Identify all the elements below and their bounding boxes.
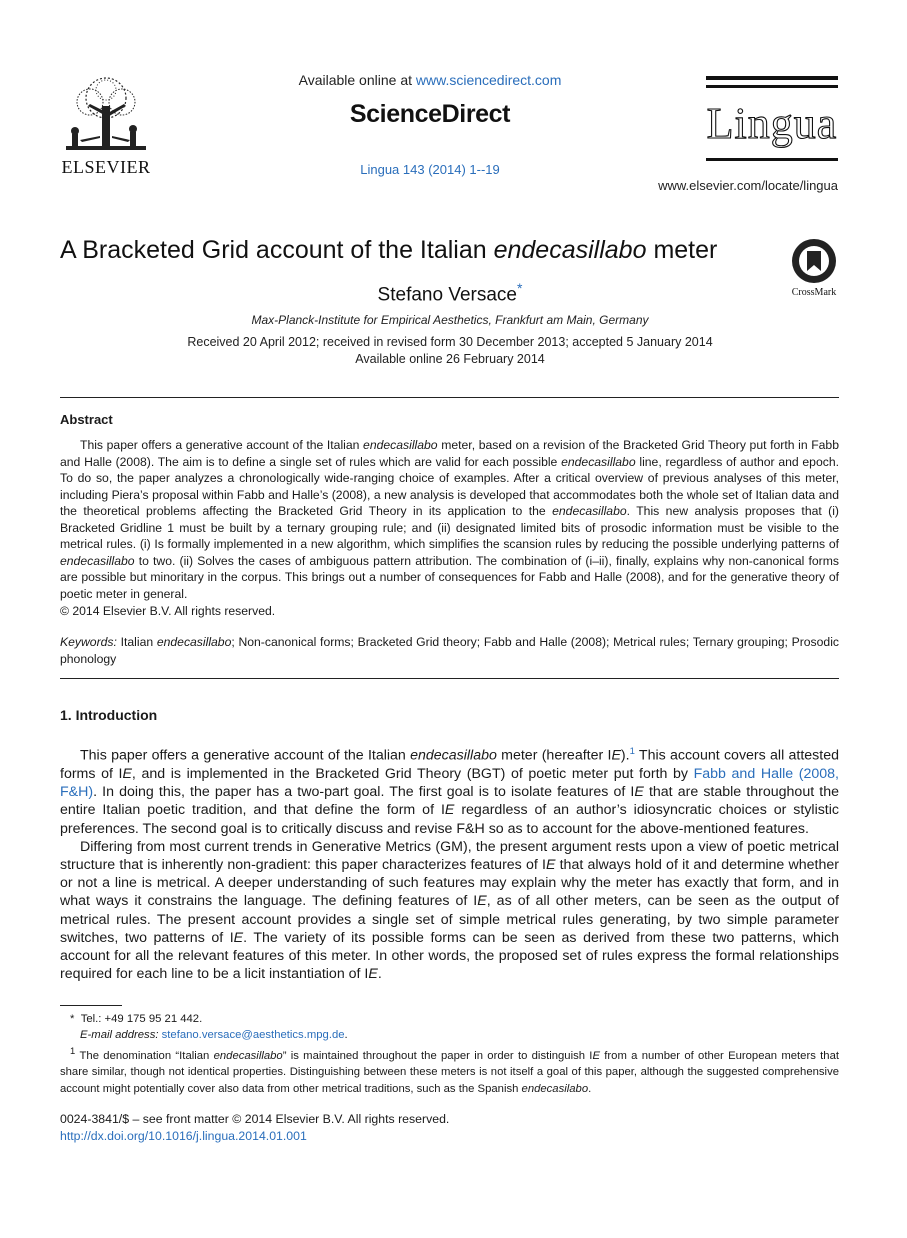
footnote-rule (60, 1005, 122, 1006)
author-affiliation: Max-Planck-Institute for Empirical Aesthetics, Frankfurt am Main, Germany (251, 313, 649, 327)
section-heading-introduction: 1. Introduction (60, 707, 158, 723)
divider-top (60, 397, 839, 398)
crossmark-icon (791, 238, 837, 284)
author-name: Stefano Versace* (377, 280, 523, 306)
author-email-link[interactable]: stefano.versace@aesthetics.mpg.de (161, 1029, 345, 1042)
front-matter (60, 1111, 449, 1144)
logo-rule-second (706, 85, 838, 88)
issn-line: 0024-3841/$ – see front matter © 2014 Elsevier B.V. All rights reserved. (60, 1112, 450, 1126)
abstract-heading: Abstract (60, 412, 113, 427)
divider-bottom (60, 678, 839, 679)
available-online-date: Available online 26 February 2014 (355, 352, 545, 366)
elsevier-tree-icon (60, 76, 152, 156)
journal-citation-link[interactable]: Lingua 143 (2014) 1--19 (360, 162, 500, 177)
paragraph: Differing from most current trends in Generative Metrics (GM), the present argument rests upon a view of poetic metrical structure that is inherently non-gradient: this paper characterizes features of IE that always hold of it and determine whether or not a line is metrical. A deeper understanding of such features may explain why the meter has exactly that form, and in what ways it constrains the language. The defining features of IE, as of all other meters, can be seen as the output of metrical rules. The present account provides a single set of simple metrical rules generating, by two simple parameter switches, two patterns of IE. The variety of its possible forms can be seen as derived from these two patterns, which account for all the relevant features of this meter. In other words, the proposed set of rules express the formal relationships required for each line to be a licit instantiation of IE. (60, 838, 839, 983)
available-online: Available online at www.sciencedirect.com (298, 72, 562, 88)
footnote-tel: * Tel.: +49 175 95 21 442. (70, 1013, 203, 1025)
journal-logo (706, 76, 838, 170)
journal-url[interactable]: www.elsevier.com/locate/lingua (658, 178, 838, 193)
crossmark-label: CrossMark (791, 287, 837, 298)
author-footnote-mark[interactable]: * (516, 280, 523, 296)
journal-name: Lingua (706, 99, 838, 148)
article-dates (60, 334, 840, 368)
sciencedirect-link[interactable]: www.sciencedirect.com (415, 72, 562, 88)
keywords: Keywords: Italian endecasillabo; Non-canonical forms; Bracketed Grid theory; Fabb and Halle (2008); Metrical rules; Ternary grouping; Prosodic phonology (60, 635, 840, 666)
footnote-email: E-mail address: stefano.versace@aesthetics.mpg.de. (80, 1029, 348, 1042)
abstract-copyright: © 2014 Elsevier B.V. All rights reserved. (60, 604, 276, 618)
article-title: A Bracketed Grid account of the Italian endecasillabo meter (60, 236, 718, 264)
paragraph: This paper offers a generative account of the Italian endecasillabo meter (hereafter IE).$^1$ This account covers all attested forms of IE, and is implemented in the Bracketed Grid Theory (BGT) of poetic meter put forth by Fabb and Halle (2008, F&H). In doing this, the paper has a two-part goal. The first goal is to isolate features of IE that are stable throughout the entire Italian poetic tradition, and that define the form of IE regardless of an author’s idiosyncratic choices or stylistic preferences. The second goal is to critically discuss and revise F&H so as to account for the above-mentioned features. (60, 746, 839, 837)
received-dates: Received 20 April 2012; received in revised form 30 December 2013; accepted 5 January 2014 (187, 335, 713, 349)
footnote-1: $^1$ The denomination “Italian endecasillabo” is maintained throughout the paper in order to distinguish IE from a number of other European meters that share similar, though not identical properties. Distinguishing between these meters is not itself a goal of this paper, although the suggested comprehensive account might potentially cover also data from other metrical traditions, such as the Spanish endecasilabo. (60, 1045, 839, 1095)
introduction-text (60, 743, 839, 983)
doi-link[interactable]: http://dx.doi.org/10.1016/j.lingua.2014.01.001 (60, 1128, 307, 1143)
publisher-name: ELSEVIER (61, 157, 151, 177)
elsevier-logo (60, 76, 152, 176)
footnotes (60, 1011, 839, 1097)
sciencedirect-brand: ScienceDirect (349, 100, 511, 128)
logo-rule-top (706, 76, 838, 80)
abstract-text: This paper offers a generative account of the Italian endecasillabo meter, based on a revision of the Bracketed Grid Theory put forth in Fabb and Halle (2008). The aim is to define a single set of rules which are valid for each possible endecasillabo line, regardless of author and epoch. To do so, the paper analyzes a chronologically wide-ranging choice of examples. After a critical overview of previous analyses of this meter, including Piera’s proposal within Fabb and Halle’s (2008), a new analysis is developed that accommodates both the whole set of Italian data and the theoretical problems affecting the Bracketed Grid Theory in its application to the endecasillabo. This new analysis proposes that (i) Bracketed Gridline 1 must be built by a ternary grouping rule; and (ii) designated limited bits of prosodic information must be visible to the metrical rules. (i) Is formally implemented in a new algorithm, which simplifies the scansion rules by reducing the possible underlying patterns of endecasillabo to two. (ii) Solves the cases of ambiguous pattern attribution. The combination of (i–ii), finally, explains why non-canonical forms are possible but minoritary in the corpus. This brings out a number of consequences for Fabb and Halle (2008), and for the generative theory of poetic meter in general. (60, 438, 839, 601)
reference-link-fabb-halle[interactable]: Fabb and Halle (2008, F&H) (60, 765, 839, 801)
footnote-ref-1[interactable]: 1 (629, 746, 635, 757)
logo-rule-bottom (706, 158, 838, 161)
